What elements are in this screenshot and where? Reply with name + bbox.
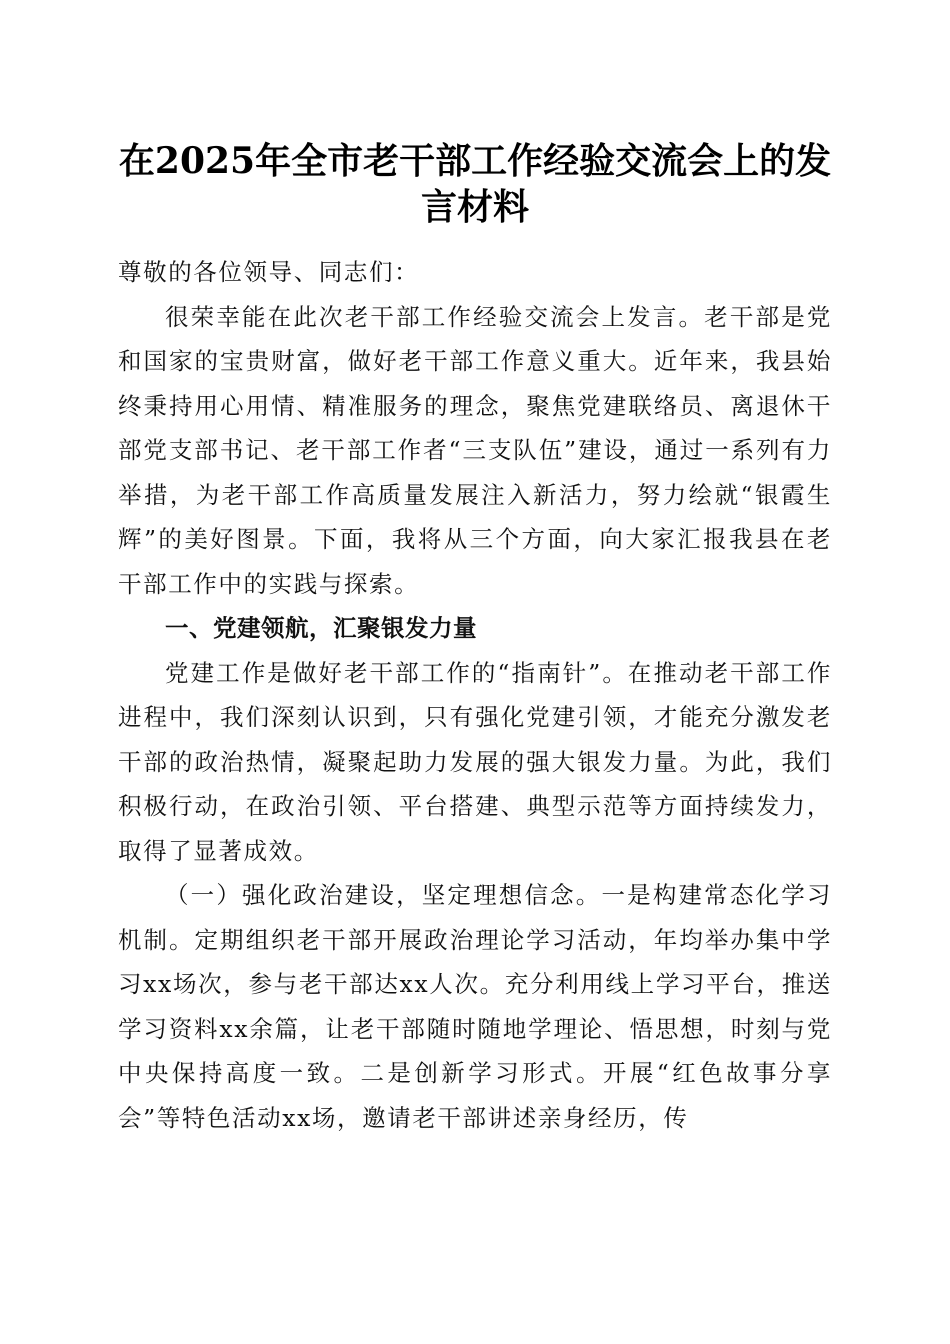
section-heading: 一、党建领航，汇聚银发力量 <box>165 614 477 642</box>
greeting: 尊敬的各位领导、同志们： <box>118 258 420 286</box>
paragraph-subsection-1: （一）强化政治建设，坚定理想信念。一是构建常态化学习机制。定期组织老干部开展政治理论学习活动，年均举办集中学习xx场次，参与老干部达xx人次。充分利用线上学习平台，推送学习资料xx余篇，让老干部随时随地学理论、悟思想，时刻与党中央保持高度一致。二是创新学习形式。开展“红色故事分享会”等特色活动xx场，邀请老干部讲述亲身经历，传 <box>118 881 832 1132</box>
document-title: 在2025年全市老干部工作经验交流会上的发言材料 <box>118 140 832 228</box>
paragraph-section-intro: 党建工作是做好老干部工作的“指南针”。在推动老干部工作进程中，我们深刻认识到，只有强化党建引领，才能充分激发老干部的政治热情，凝聚起助力发展的强大银发力量。为此，我们积极行动，在政治引领、平台搭建、典型示范等方面持续发力，取得了显著成效。 <box>118 658 832 865</box>
document-body <box>118 250 832 1140</box>
paragraph-intro: 很荣幸能在此次老干部工作经验交流会上发言。老干部是党和国家的宝贵财富，做好老干部工作意义重大。近年来，我县始终秉持用心用情、精准服务的理念，聚焦党建联络员、离退休干部党支部书记、老干部工作者“三支队伍”建设，通过一系列有力举措，为老干部工作高质量发展注入新活力，努力绘就“银霞生辉”的美好图景。下面，我将从三个方面，向大家汇报我县在老干部工作中的实践与探索。 <box>118 302 832 598</box>
